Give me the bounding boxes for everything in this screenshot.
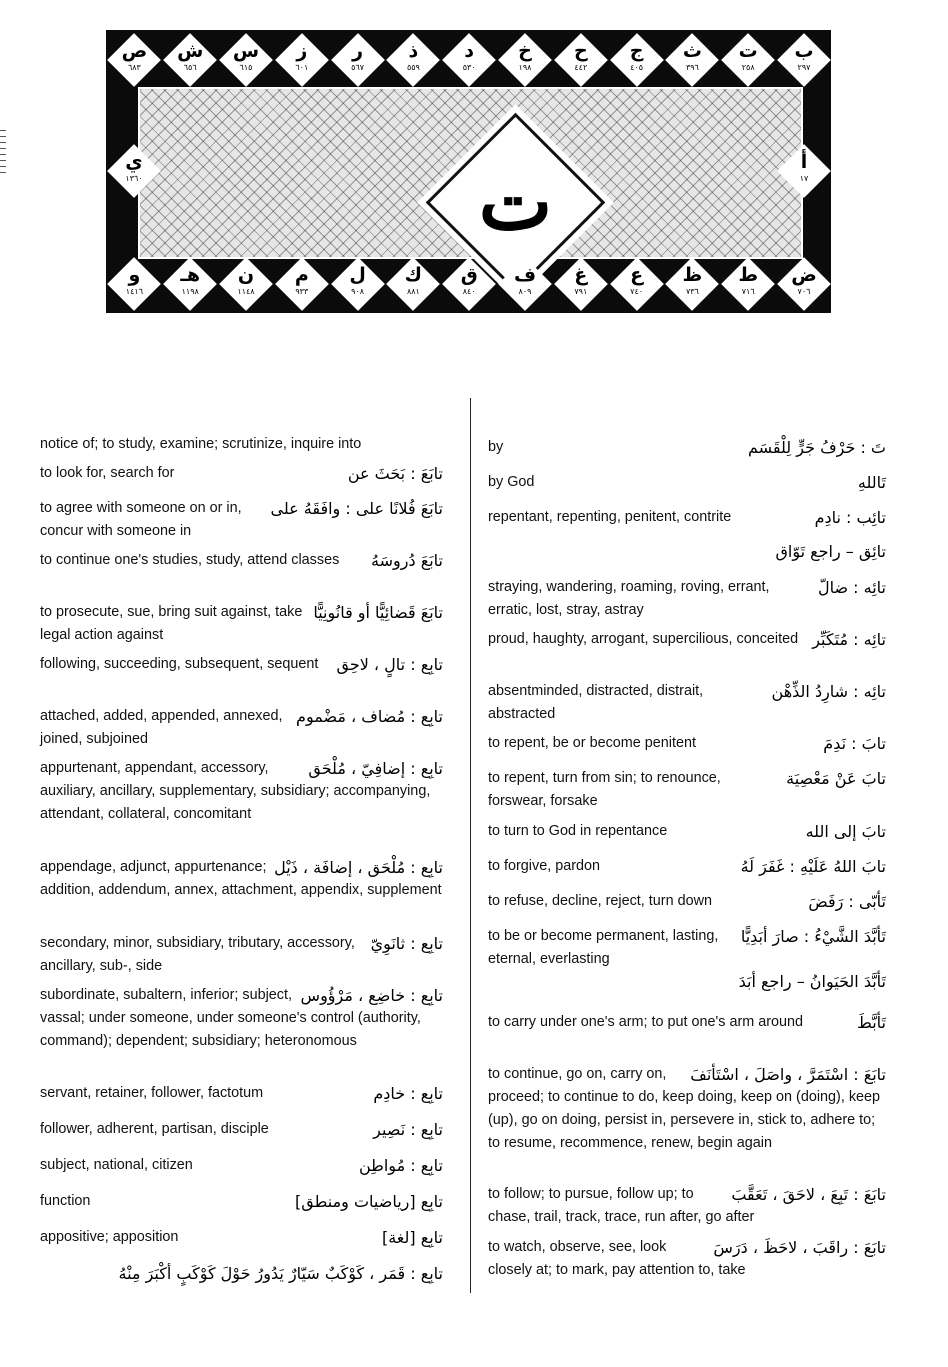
left-dictionary-entry [40, 549, 443, 572]
arabic-headword: تائِه : مُتَكَبِّر [812, 630, 886, 649]
left-dictionary-entry [40, 1226, 443, 1249]
arabic-headword: تابَعَ قَضائِيًّا أو قانُونِيًّا [313, 603, 443, 622]
tile-letter: ف [513, 264, 537, 286]
arabic-headword: تائِب : نادِم [814, 508, 886, 527]
arabic-headword: تابِع : خاضِع ، مَرْؤُوس [300, 986, 443, 1005]
top-letter-tile [441, 32, 497, 88]
bottom-letter-tile [720, 256, 776, 312]
tile-letter: ج [629, 40, 644, 62]
bottom-letter-tile [162, 256, 218, 312]
arabic-headword: تابَعَ : بَحَثَ عن [347, 464, 443, 483]
top-letter-tile [106, 32, 162, 88]
english-definition: subordinate, subaltern, inferior; subject, vassal; under someone, under someone's control (authority, command); dependent; subsidiary; heteronomous [40, 987, 421, 1049]
left-dictionary-entry [40, 653, 443, 676]
top-letter-tile [330, 32, 386, 88]
tile-page-number: ٤٠٥ [630, 63, 644, 72]
left-dictionary-entry [40, 433, 443, 456]
tile-page-number: ٢٥٨ [741, 63, 755, 72]
right-dictionary-entry [488, 1063, 886, 1155]
bottom-letter-tile [776, 256, 832, 312]
banner-pattern [138, 87, 803, 259]
tile-page-number: ٥٥٩ [406, 63, 420, 72]
tile-letter: ر [352, 40, 364, 62]
right-dictionary-entry [488, 925, 886, 971]
bottom-letter-tile [497, 256, 553, 312]
tile-letter: ث [682, 40, 702, 62]
tile-letter: و [128, 264, 141, 286]
tile-letter: ذ [408, 40, 419, 62]
arabic-headword: تابِع : قَمَر ، كَوْكَبٌ سَيّارٌ يَدُورُ حَوْلَ كَوْكَبٍ أكْبَرَ مِنْهُ [118, 1264, 443, 1283]
tile-page-number: ٧٩١ [574, 287, 588, 296]
tile-page-number: ١٩٨ [518, 63, 532, 72]
tile-page-number: ٩٠٨ [351, 287, 365, 296]
english-definition: proud, haughty, arrogant, supercilious, conceited [488, 631, 799, 647]
english-definition: straying, wandering, roaming, roving, errant, erratic, lost, stray, astray [488, 579, 770, 618]
english-definition: subject, national, citizen [40, 1157, 193, 1173]
bottom-letter-tile [609, 256, 665, 312]
arabic-headword: تابِع : إضافِيّ ، مُلْحَق [308, 759, 443, 778]
tile-letter: ق [460, 264, 478, 286]
right-dictionary-entry [488, 576, 886, 622]
tile-page-number: ٨٨١ [406, 287, 420, 296]
left-dictionary-entry [40, 984, 443, 1053]
tile-letter: ن [237, 264, 255, 286]
tile-letter: ص [121, 40, 148, 62]
column-divider [470, 398, 471, 1293]
tile-page-number: ٦٨٣ [127, 63, 141, 72]
english-definition: to watch, observe, see, look closely at; to mark, pay attention to, take [488, 1239, 746, 1278]
english-definition: to continue, go on, carry on, proceed; to continue to do, keep doing, keep on (doing), keep (up), go on doing, persist in, persevere in, stick to, adhere to; to resume, recommence, renew, begin again [488, 1066, 881, 1151]
arabic-headword: تابَ عَنْ مَعْصِيَة [786, 769, 886, 788]
left-dictionary-entry [40, 1190, 443, 1213]
arabic-headword: تائِه : شارِدُ الذِّهْن [771, 682, 886, 701]
top-letter-tile [274, 32, 330, 88]
tile-page-number: ١٤١٦ [125, 287, 143, 296]
arabic-headword: تَاللهِ [857, 473, 886, 492]
arabic-headword: تابَعَ : راقَبَ ، لاحَظَ ، دَرَسَ [713, 1238, 886, 1257]
tile-letter: هـ [180, 264, 201, 286]
arabic-headword: تابِع : مُضاف ، مَضْموم [296, 707, 443, 726]
arabic-headword: تَ : حَرْفُ جَرٍّ لِلْقَسَم [747, 438, 886, 457]
tile-page-number: ٥٦٧ [351, 63, 365, 72]
arabic-headword: تائِق – راجع تَوّاق [775, 542, 886, 561]
english-definition: to turn to God in repentance [488, 823, 668, 839]
english-definition: to be or become permanent, lasting, eternal, everlasting [488, 928, 719, 967]
bottom-letter-tile [664, 256, 720, 312]
english-definition: to carry under one's arm; to put one's arm around [488, 1014, 804, 1030]
left-dictionary-entry [40, 1262, 443, 1287]
right-dictionary-entry [488, 506, 886, 529]
tile-letter: ب [794, 40, 814, 62]
right-dictionary-entry [488, 471, 886, 494]
arabic-headword: تائِه : ضالّ [817, 578, 886, 597]
english-definition: appendage, adjunct, appurtenance; addition, addendum, annex, attachment, appendix, supplement [40, 859, 442, 898]
top-letter-tile [664, 32, 720, 88]
english-definition: to prosecute, sue, bring suit against, take legal action against [40, 604, 303, 643]
arabic-headword: تابَ : نَدِمَ [823, 734, 886, 753]
english-definition: secondary, minor, subsidiary, tributary, accessory, ancillary, sub-, side [40, 935, 355, 974]
left-dictionary-entry [40, 1118, 443, 1141]
tile-page-number: ٣٩٦ [685, 63, 699, 72]
english-definition: to repent, be or become penitent [488, 735, 697, 751]
english-definition: appositive; apposition [40, 1229, 179, 1245]
right-dictionary-entry [488, 855, 886, 878]
side-letter-right: أ ١٧ [776, 143, 832, 199]
top-letter-tile [497, 32, 553, 88]
english-definition: to refuse, decline, reject, turn down [488, 893, 712, 909]
right-dictionary-entry [488, 820, 886, 843]
bottom-letter-tile [553, 256, 609, 312]
top-letter-tile [609, 32, 665, 88]
left-dictionary-entry [40, 497, 443, 543]
right-dictionary-entry [488, 970, 886, 995]
arabic-headword: تابِع : مُلْحَق ، إضافَة ، ذَيْل [274, 858, 443, 877]
tile-letter: ع [630, 264, 644, 286]
bottom-letter-tile [330, 256, 386, 312]
main-letter: ت [478, 156, 553, 248]
english-definition: servant, retainer, follower, factotum [40, 1085, 264, 1101]
tile-page-number: ٢٩٧ [797, 63, 811, 72]
left-dictionary-entry [40, 932, 443, 978]
tile-page-number: ١١٩٨ [181, 287, 199, 296]
side-letter-left: ي ١٣٦٠ [106, 143, 162, 199]
english-definition: to follow; to pursue, follow up; to chase, trail, track, trace, run after, go after [488, 1186, 755, 1225]
tile-page-number: ٨٤٠ [462, 287, 476, 296]
tile-page-number: ٤٤٢ [574, 63, 588, 72]
arabic-headword: تابِع : خادِم [373, 1084, 443, 1103]
english-definition: notice of; to study, examine; scrutinize, inquire into [40, 436, 362, 452]
tile-page-number: ٧٠٦ [797, 287, 811, 296]
arabic-headword: تَأبَّطَ [857, 1013, 886, 1032]
arabic-headword: تَأبَّدَ الحَيَوانُ – راجع أبَدَ [738, 972, 886, 991]
right-dictionary-entry [488, 1236, 886, 1282]
bottom-letter-tile [106, 256, 162, 312]
english-definition: by God [488, 474, 535, 490]
tile-letter: ت [738, 40, 758, 62]
english-definition: to forgive, pardon [488, 858, 600, 874]
english-definition: repentant, repenting, penitent, contrite [488, 509, 732, 525]
left-dictionary-entry [40, 601, 443, 647]
tile-letter: غ [574, 264, 588, 286]
arabic-headword: تابَعَ : تَبِعَ ، لاحَقَ ، تَعَقَّبَ [731, 1185, 886, 1204]
top-letter-tile [720, 32, 776, 88]
arabic-headword: تابِع : تالٍ ، لاحِق [336, 655, 443, 674]
top-letter-tile [385, 32, 441, 88]
right-dictionary-entry [488, 1183, 886, 1229]
tile-page-number: ٦٠١ [295, 63, 309, 72]
tile-letter: ك [404, 264, 423, 286]
left-dictionary-entry [40, 856, 443, 902]
tile-letter: م [294, 264, 309, 286]
arabic-headword: تابِع [لغة] [381, 1228, 443, 1247]
left-dictionary-entry [40, 1154, 443, 1177]
top-letter-tile [776, 32, 832, 88]
bottom-letter-tile [441, 256, 497, 312]
arabic-headword: تابِع : نَصِير [373, 1120, 443, 1139]
tile-letter: ز [296, 40, 308, 62]
english-definition: to look for, search for [40, 465, 175, 481]
left-dictionary-entry [40, 757, 443, 826]
tile-letter: ض [791, 264, 817, 286]
right-dictionary-entry [488, 890, 886, 913]
left-dictionary-entry [40, 462, 443, 485]
tile-letter: ح [573, 40, 588, 62]
english-definition: by [488, 439, 504, 455]
right-dictionary-entry [488, 680, 886, 726]
bottom-letter-tile [385, 256, 441, 312]
tile-page-number: ٧٤٠ [630, 287, 644, 296]
english-definition: function [40, 1193, 91, 1209]
tile-letter: د [464, 40, 475, 62]
english-definition: following, succeeding, subsequent, sequent [40, 656, 319, 672]
tile-page-number: ٧٣٦ [685, 287, 699, 296]
arabic-headword: تابَعَ : اسْتَمَرَّ ، واصَلَ ، اسْتَأنَفَ [690, 1065, 886, 1084]
tile-page-number: ٦٥٦ [183, 63, 197, 72]
tile-letter: ظ [682, 264, 703, 286]
english-definition: to agree with someone on or in, concur with someone in [40, 500, 242, 539]
arabic-headword: تابَ اللهُ عَلَيْهِ : غَفَرَ لَهُ [740, 857, 886, 876]
right-dictionary-entry [488, 767, 886, 813]
tile-letter: ش [177, 40, 204, 62]
top-letter-tile [162, 32, 218, 88]
arabic-headword: تَأبّى : رَفَضَ [808, 892, 886, 911]
top-letter-tile [553, 32, 609, 88]
tile-page-number: ٥٣٠ [462, 63, 476, 72]
left-dictionary-entry [40, 1082, 443, 1105]
tile-letter: س [232, 40, 260, 62]
top-letter-tile [218, 32, 274, 88]
english-definition: to continue one's studies, study, attend classes [40, 552, 340, 568]
tile-page-number: ١١٤٨ [237, 287, 255, 296]
arabic-headword: تَأبَّدَ الشَّيْءُ : صارَ أبَدِيًّا [740, 927, 886, 946]
arabic-headword: تابَ إلى الله [805, 822, 886, 841]
arabic-headword: تابِع [رياضيات ومنطق] [295, 1192, 443, 1211]
letter-banner [106, 30, 831, 313]
bottom-letter-tile [218, 256, 274, 312]
right-dictionary-entry [488, 540, 886, 565]
bottom-letter-tile [274, 256, 330, 312]
english-definition: absentminded, distracted, distrait, abstracted [488, 683, 704, 722]
english-definition: follower, adherent, partisan, disciple [40, 1121, 269, 1137]
left-dictionary-entry [40, 705, 443, 751]
right-dictionary-entry [488, 1011, 886, 1034]
tile-letter: خ [518, 40, 532, 62]
tile-letter: ط [738, 264, 759, 286]
arabic-headword: تابِع : ثانَوِيّ [370, 934, 443, 953]
right-dictionary-entry [488, 628, 886, 651]
right-dictionary-entry [488, 732, 886, 755]
tile-page-number: ٩٣٣ [295, 287, 309, 296]
english-definition: to repent, turn from sin; to renounce, forswear, forsake [488, 770, 721, 809]
arabic-headword: تابِع : مُواطِن [358, 1156, 443, 1175]
english-definition: appurtenant, appendant, accessory, auxiliary, ancillary, supplementary, subsidiary; accompanying, attendant, collateral, concomitant [40, 760, 431, 822]
arabic-headword: تابَعَ دُروسَهُ [371, 551, 443, 570]
tile-letter: ل [349, 264, 366, 286]
tile-page-number: ٧١٦ [741, 287, 755, 296]
english-definition: attached, added, appended, annexed, joined, subjoined [40, 708, 283, 747]
right-dictionary-entry [488, 436, 886, 459]
tile-page-number: ٦١٥ [239, 63, 253, 72]
tile-page-number: ٨٠٩ [518, 287, 532, 296]
arabic-headword: تابَعَ فُلانًا على : وافَقَهُ على [270, 499, 443, 518]
